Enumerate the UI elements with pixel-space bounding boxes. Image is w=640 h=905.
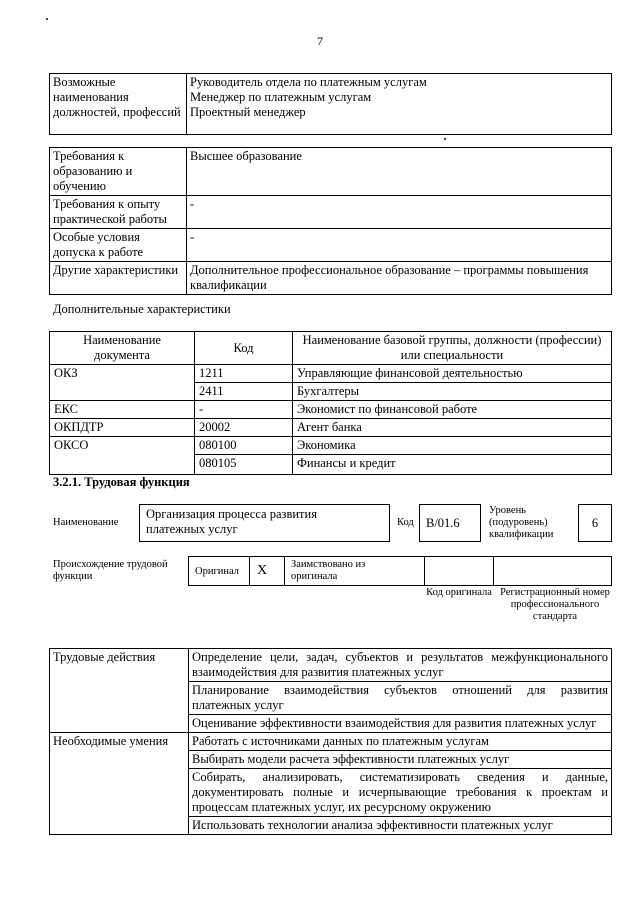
header-document: Наименование документа (50, 332, 195, 365)
origin-original-cell (188, 556, 250, 586)
code-cell: - (195, 401, 293, 419)
action-item: Определение цели, задач, субъектов и результатов межфункционального взаимодействия для развития платежных услуг (189, 649, 612, 682)
name-cell: Финансы и кредит (293, 455, 612, 475)
name-cell: Агент банка (293, 419, 612, 437)
borrowed-label: Заимствовано из оригинала (291, 559, 366, 582)
original-mark: X (256, 563, 268, 578)
requirement-label: Требования к образованию и обучению (50, 148, 187, 196)
requirement-label: Другие характеристики (50, 262, 187, 295)
skill-item: Собирать, анализировать, систематизировать сведения и данные, документировать полные и исчерпывающие требования к проектам и процессам платежных услуг, их ресурсному окружению (189, 769, 612, 817)
job-title-item: Проектный менеджер (190, 105, 306, 119)
code-cell: 1211 (195, 365, 293, 383)
name-cell: Экономика (293, 437, 612, 455)
tf-name-value: Организация процесса развития платежных услуг (146, 507, 317, 536)
requirement-label: Особые условия допуска к работе (50, 229, 187, 262)
origin-label: Происхождение трудовой функции (53, 559, 168, 582)
tf-name-label: Наименование (53, 517, 119, 528)
code-cell: 2411 (195, 383, 293, 401)
scan-speck (46, 18, 48, 20)
section-title: 3.2.1. Трудовая функция (53, 475, 190, 489)
job-title-item: Руководитель отдела по платежным услугам (190, 75, 427, 89)
doc-cell: ОКСО (50, 437, 195, 475)
name-cell: Управляющие финансовой деятельностью (293, 365, 612, 383)
code-cell: 080100 (195, 437, 293, 455)
origin-reg-caption: Регистрационный номер профессионального стандарта (500, 587, 610, 622)
additional-title: Дополнительные характеристики (53, 302, 231, 316)
skill-item: Выбирать модели расчета эффективности платежных услуг (189, 751, 612, 769)
classifiers-table (49, 331, 612, 475)
action-item: Оценивание эффективности взаимодействия для развития платежных услуг (189, 715, 612, 733)
origin-reg-cell (493, 556, 612, 586)
tf-name-box (139, 504, 390, 542)
origin-code-caption: Код оригинала (426, 587, 492, 598)
code-cell: 20002 (195, 419, 293, 437)
tf-code-value: B/01.6 (426, 516, 460, 530)
requirement-value: Высшее образование (187, 148, 612, 196)
origin-code-cell (424, 556, 494, 586)
page-number: 7 (317, 34, 323, 48)
skill-item: Работать с источниками данных по платежным услугам (189, 733, 612, 751)
tf-level-value: 6 (591, 516, 599, 530)
name-cell: Экономист по финансовой работе (293, 401, 612, 419)
requirement-value: Дополнительное профессиональное образование – программы повышения квалификации (187, 262, 612, 295)
tf-code-box (419, 504, 481, 542)
origin-mark-cell (249, 556, 285, 586)
requirement-label: Требования к опыту практической работы (50, 196, 187, 229)
original-label: Оригинал (195, 566, 239, 577)
job-titles-table (49, 73, 612, 135)
tf-level-box (578, 504, 612, 542)
doc-cell: ОКЗ (50, 365, 195, 401)
origin-borrowed-cell (284, 556, 425, 586)
tf-code-label: Код (397, 517, 414, 528)
requirement-value: - (187, 196, 612, 229)
requirement-value: - (187, 229, 612, 262)
header-code: Код (195, 332, 293, 365)
tf-level-label: Уровень (подуровень) квалификации (489, 505, 554, 540)
header-group-name: Наименование базовой группы, должности (профессии) или специальности (293, 332, 612, 365)
doc-cell: ОКПДТР (50, 419, 195, 437)
code-cell: 080105 (195, 455, 293, 475)
skill-item: Использовать технологии анализа эффективности платежных услуг (189, 817, 612, 835)
action-item: Планирование взаимодействия субъектов отношений для развития платежных услуг (189, 682, 612, 715)
job-title-item: Менеджер по платежным услугам (190, 90, 372, 104)
actions-label: Трудовые действия (50, 649, 189, 733)
actions-skills-table (49, 648, 612, 835)
job-titles-values (187, 74, 612, 135)
skills-label: Необходимые умения (50, 733, 189, 835)
requirements-table (49, 147, 612, 295)
name-cell: Бухгалтеры (293, 383, 612, 401)
doc-cell: ЕКС (50, 401, 195, 419)
scan-speck (444, 138, 446, 140)
job-titles-label: Возможные наименования должностей, профессий (50, 74, 187, 135)
